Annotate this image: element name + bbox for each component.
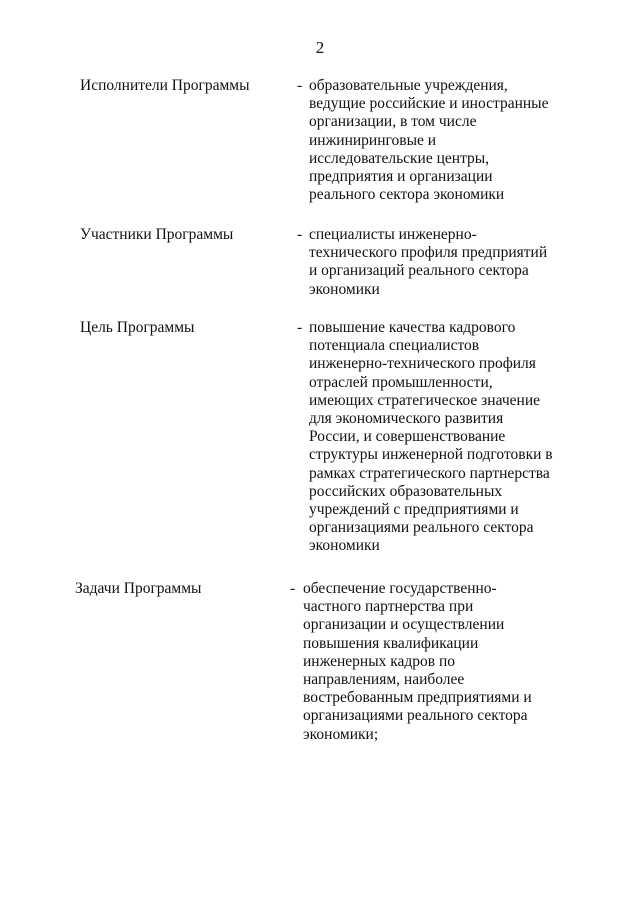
- page-number: 2: [315, 38, 325, 57]
- text-line: экономики: [309, 280, 380, 298]
- text-line: повышения квалификации: [303, 634, 479, 652]
- text-line: ведущие российские и иностранные: [309, 95, 549, 113]
- text-line: инжиниринговые и: [309, 131, 437, 149]
- section-text: [309, 77, 609, 204]
- text-line: структуры инженерной подготовки в: [309, 446, 553, 464]
- text-line: России, и совершенствование: [309, 428, 506, 446]
- text-line: повышение качества кадрового: [309, 319, 516, 336]
- text-line: и организаций реального сектора: [309, 262, 529, 280]
- text-line: образовательные учреждения,: [309, 77, 508, 94]
- text-line: частного партнерства при: [303, 598, 474, 616]
- section-dash: -: [297, 319, 303, 336]
- section-label: Исполнители Программы: [80, 77, 250, 94]
- text-line: имеющих стратегическое значение: [309, 391, 540, 409]
- text-line: инженерно-технического профиля: [309, 355, 536, 373]
- text-line: организации, в том числе: [309, 113, 477, 131]
- text-line: организации и осуществлении: [303, 616, 505, 634]
- text-line: исследовательские центры,: [309, 149, 490, 167]
- text-line: направлениям, наиболее: [303, 671, 465, 689]
- section-label: Участники Программы: [80, 226, 234, 243]
- text-line: экономики: [309, 537, 380, 555]
- section-text: [303, 580, 603, 744]
- text-line: обеспечение государственно-: [303, 580, 497, 597]
- section-text: [309, 319, 609, 556]
- text-line: специалисты инженерно-: [309, 226, 477, 243]
- text-line: реального сектора экономики: [309, 186, 505, 204]
- text-line: востребованным предприятиями и: [303, 689, 532, 707]
- text-line: отраслей промышленности,: [309, 373, 493, 391]
- text-line: экономики;: [303, 725, 379, 743]
- section-label: Цель Программы: [80, 319, 195, 336]
- text-line: инженерных кадров по: [303, 652, 456, 670]
- section-label: Задачи Программы: [75, 580, 202, 597]
- text-line: для экономического развития: [309, 410, 504, 428]
- text-line: организациями реального сектора: [309, 519, 534, 537]
- text-line: рамках стратегического партнерства: [309, 464, 550, 482]
- section-dash: -: [290, 580, 296, 597]
- text-line: предприятия и организации: [309, 168, 493, 186]
- section-text: [309, 226, 609, 299]
- section-dash: -: [297, 77, 303, 94]
- text-line: учреждений с предприятиями и: [309, 501, 519, 519]
- text-line: потенциала специалистов: [309, 337, 480, 355]
- text-line: организациями реального сектора: [303, 707, 528, 725]
- text-line: российских образовательных: [309, 482, 503, 500]
- text-line: технического профиля предприятий: [309, 244, 548, 262]
- section-dash: -: [297, 226, 303, 243]
